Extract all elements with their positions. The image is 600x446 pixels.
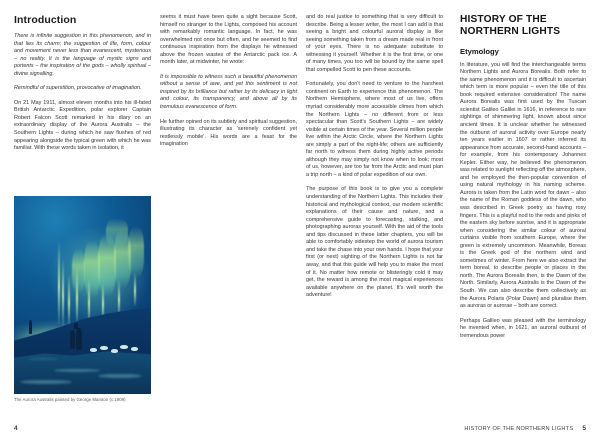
- column-3: [306, 14, 443, 386]
- page-title: Introduction: [14, 14, 77, 26]
- column1-paragraph-1: On 21 May 1911, almost eleven months into his ill-fated British Antarctic Expedition, polar explorer Captain Robert Falcon Scott remarked in his diary on an extraordinary display of the Aurora Australis – the Southern Lights – during which he saw flushes of red appearing alongside the typical green with which he was familiar. With these words taken in isolation, it: [14, 99, 151, 152]
- column3-paragraph-2: Fortunately, you don't need to venture to the harshest continent on Earth to experience this phenomenon. The Northern Hemisphere, where most of us live, offers myriad considerably more accessible climes from which the Northern Lights – no different from or less spectacular than Scott's Southern Lights – are widely visible at certain times of the year. Several million people live within the Arctic Circle, where the Northern Lights are simply a part of the night-life; others are sufficiently far north to witness them during highly active periods although they may simply not know when to look; most of us, however, are too far from the Arctic and must plan a trip north – a kind of polar expedition of our own.: [306, 81, 443, 178]
- folio-right: 5: [582, 425, 586, 432]
- chapter-title: HISTORY OF THE NORTHERN LIGHTS: [460, 14, 561, 37]
- running-footer: [464, 425, 586, 432]
- column2-paragraph-2: He further opined on its subtlety and spiritual suggestion, illustrating its character as 'serenely confident yet restlessly mobile'. His words are a feast for the imagination: [160, 118, 297, 148]
- running-footer-label: HISTORY OF THE NORTHERN LIGHTS: [464, 426, 574, 432]
- right-paragraph-1: In literature, you will find the interchangeable terms Northern Lights and Aurora Borealis. Both refer to the same phenomenon and it is difficult to ascertain which term is more popular – even the title of this book required extensive consideration! The name Aurora Borealis was first used by the Tuscan scientist Galileo Galilei in 1616, in reference to rare sightings of shimmering light, known about since ancient times. It is unclear whether he witnessed the outburst of auroral activity over Europe nearly ten years earlier in 1607 or rather inferred its appearance from accurate, second-hand accounts – for example, from his contemporary Johannes Kepler. Either way, he believed the phenomenon was related to sunlight reflecting off the atmosphere, and he employed the then-popular convention of using natural mythology in his naming scheme. Aurora is taken from the Latin word for dawn – also the name of the Roman goddess of the dawn, who was described in Greek poetry as having rosy fingers. This is a playful nod to the reds and pinks of the eastern sky before sunrise, and it is appropriate when considering the similar colour of auroral curtains visible from southern Europe, where the green is extremely uncommon. Meanwhile, Boreas is the Greek god of the northern wind and sometimes of winter. From here we also extract the term boreal, to describe people or places in the north. The Aurora Borealis then, is the Dawn of the North. Similarly, Aurora Australis is the Dawn of the South. We can also describe them collectively as the Aurora Polaris (Polar Dawn) and pluralise them as auroras or aurorae – both are correct.: [460, 61, 586, 310]
- folio-left: 4: [14, 425, 18, 432]
- column3-paragraph-3: The purpose of this book is to give you a complete understanding of the Northern Lights. This includes their historical and mythological context, our modern scientific explanations of their cause and nature, and a comprehensive guide to forecasting, stalking, and photographing auroras yourself. With the aid of the tools and tips discussed in these latter chapters, you will be able to comfortably sidestep the world of aurora tourism and take the chase into your own hands. I hope that your first (or next) sighting of the Northern Lights is not far away, and that this guide will help you to make the most of it. No matter how remote or blisteringly cold it may get, the reward is among the most magical experiences available anywhere on the planet. It's well worth the adventure!: [306, 186, 443, 299]
- subsection-title: Etymology: [460, 46, 499, 56]
- column2-paragraph-1: seems it must have been quite a sight because Scott, himself no stranger to the Lights, composed his account with remarkably romantic language. In fact, he was overwhelmed not once but often, and he seemed to find continuous inspiration from the displays he witnessed above the frozen wastes of the Antarctic pack ice. A month later, at midwinter, he wrote:: [160, 14, 297, 66]
- epigraph-paragraph-2: Remindful of superstition, provocative of imagination.: [14, 85, 142, 92]
- plate-figure: [14, 196, 151, 402]
- scott-quote: It is impossible to witness such a beautiful phenomenon without a sense of awe, and yet this sentiment is not inspired by its brilliance but rather by its delicacy in light and colour, its transparency, and above all by its tremulous evanescence of form.: [160, 73, 297, 111]
- right-page: [452, 0, 600, 446]
- column-2: [160, 14, 297, 386]
- plate-caption: The Aurora Australis painted by George Marston (c.1909): [14, 397, 126, 402]
- column3-paragraph-1: and do real justice to something that is very difficult to describe. Being a lesser writer, the most I can add is that seeing a bright and colourful auroral display is like seeing something taken from a dream made real in front of your eyes. There is no adequate substitute to witnessing it yourself. Whether it is the first time, or one of many times, you too will be bound by the same spell that compelled Scott to pen these accounts.: [306, 14, 443, 73]
- aurora-australis-painting: [14, 196, 151, 394]
- right-paragraph-2: Perhaps Galileo was pleased with the terminology he invented when, in 1621, an auroral outburst of tremendous power: [460, 317, 586, 339]
- plate-border: [14, 196, 151, 394]
- epigraph-paragraph: There is infinite suggestion in this phenomenon, and in that lies its charm; the suggestion of life, form, colour and movement never less than evanescent, mysterious – no reality. It is the language of mystic signs and portents – the inspiration of the gods – wholly spiritual – divine signalling.: [14, 33, 151, 77]
